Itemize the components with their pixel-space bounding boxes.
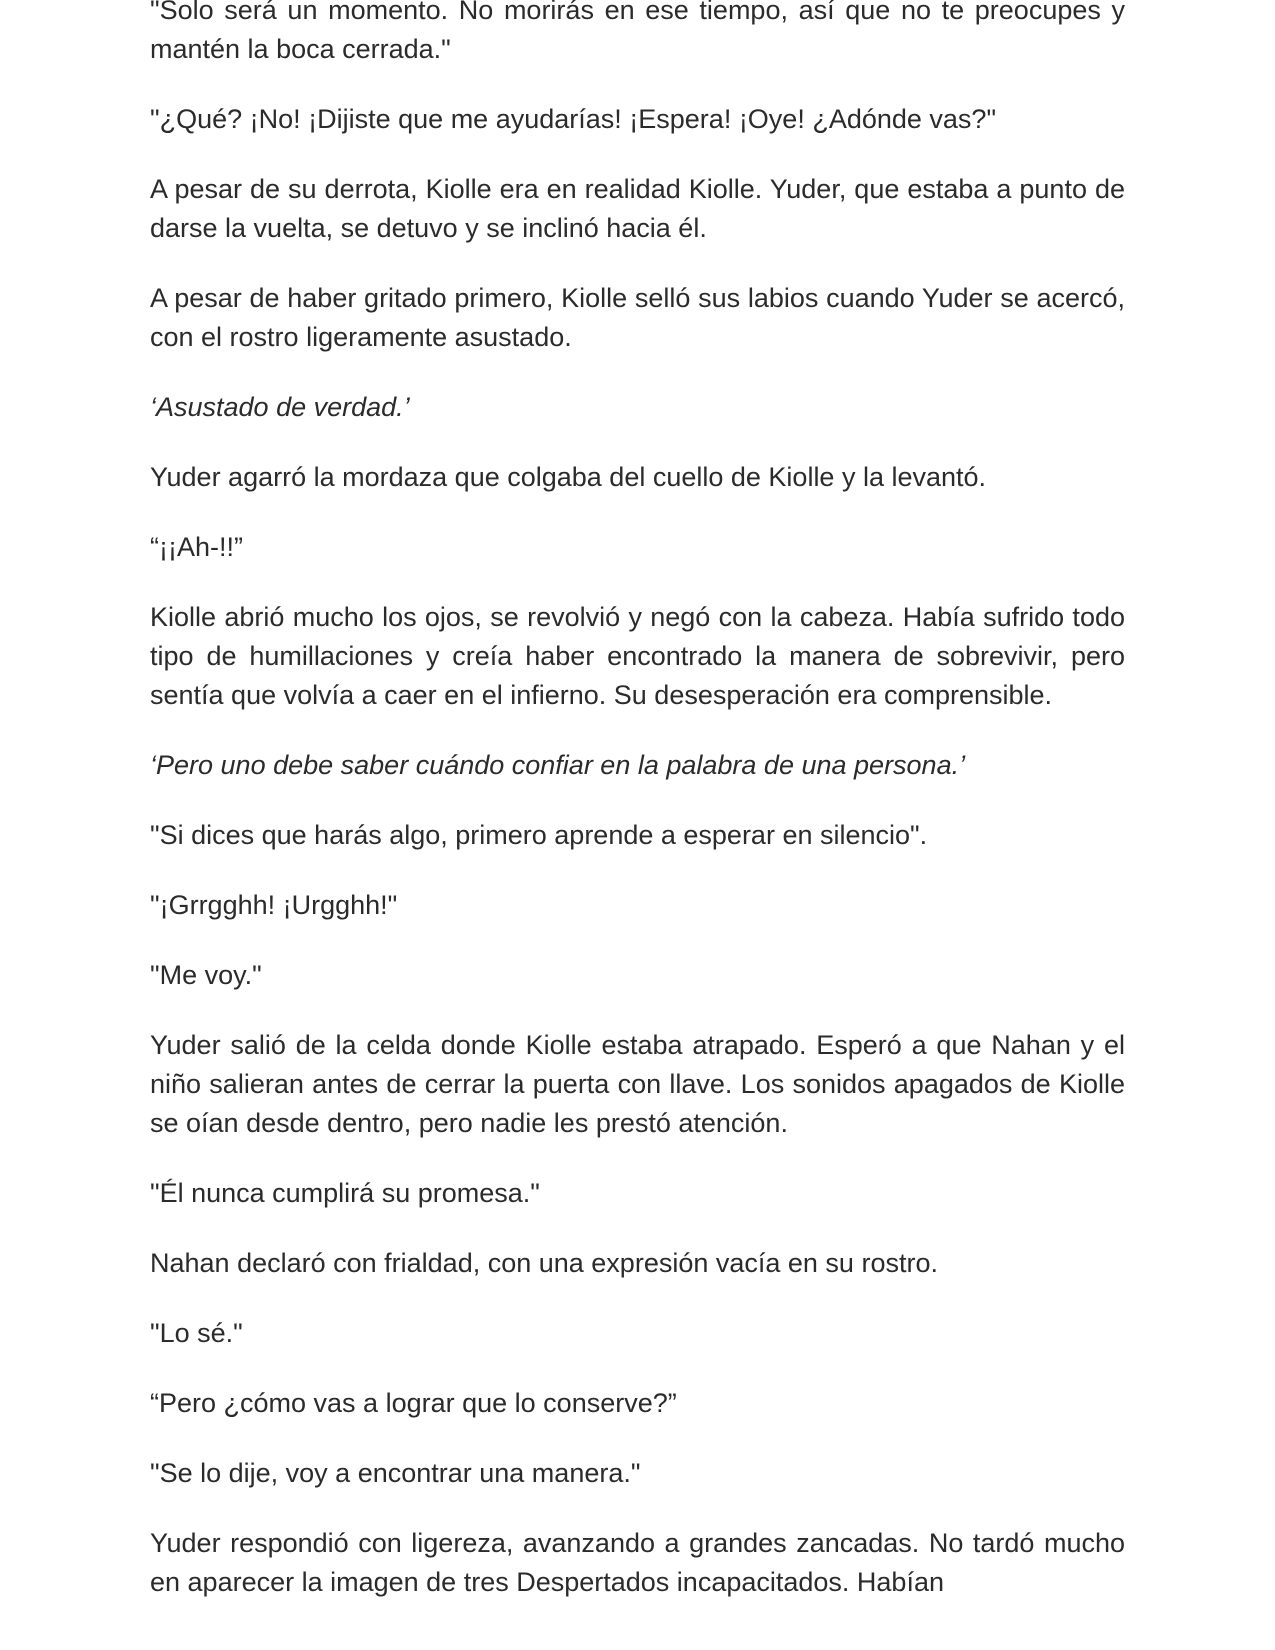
thought-paragraph: ‘Asustado de verdad.’ [150,392,410,422]
paragraph: Nahan declaró con frialdad, con una expresión vacía en su rostro. [150,1248,938,1278]
paragraph: "Solo será un momento. No morirás en ese tiempo, así que no te preocupes y mantén la boca cerrada." [150,0,1125,64]
paragraph: "¿Qué? ¡No! ¡Dijiste que me ayudarías! ¡Espera! ¡Oye! ¿Adónde vas?" [150,104,997,134]
paragraph: “¡¡Ah-!!” [150,532,243,562]
paragraph: "Se lo dije, voy a encontrar una manera." [150,1458,641,1488]
paragraph: "Él nunca cumplirá su promesa." [150,1178,540,1208]
paragraph: "Me voy." [150,960,262,990]
document-page [150,0,1125,1633]
paragraph: Yuder respondió con ligereza, avanzando a grandes zancadas. No tardó mucho en aparecer la imagen de tres Despertados incapacitados. Habían [150,1528,1125,1597]
paragraph: "¡Grrgghh! ¡Urgghh!" [150,890,398,920]
paragraph: “Pero ¿cómo vas a lograr que lo conserve?” [150,1388,677,1418]
paragraph: "Lo sé." [150,1318,243,1348]
thought-paragraph: ‘Pero uno debe saber cuándo confiar en la palabra de una persona.’ [150,750,966,780]
paragraph: "Si dices que harás algo, primero aprende a esperar en silencio". [150,820,928,850]
paragraph: Yuder agarró la mordaza que colgaba del cuello de Kiolle y la levantó. [150,462,987,492]
paragraph: A pesar de su derrota, Kiolle era en realidad Kiolle. Yuder, que estaba a punto de darse la vuelta, se detuvo y se inclinó hacia él. [150,174,1125,243]
paragraph: Yuder salió de la celda donde Kiolle estaba atrapado. Esperó a que Nahan y el niño salieran antes de cerrar la puerta con llave. Los sonidos apagados de Kiolle se oían desde dentro, pero nadie les prestó atención. [150,1030,1125,1138]
paragraph: A pesar de haber gritado primero, Kiolle selló sus labios cuando Yuder se acercó, con el rostro ligeramente asustado. [150,283,1125,352]
paragraph: Kiolle abrió mucho los ojos, se revolvió y negó con la cabeza. Había sufrido todo tipo de humillaciones y creía haber encontrado la manera de sobrevivir, pero sentía que volvía a caer en el infierno. Su desesperación era comprensible. [150,602,1125,710]
